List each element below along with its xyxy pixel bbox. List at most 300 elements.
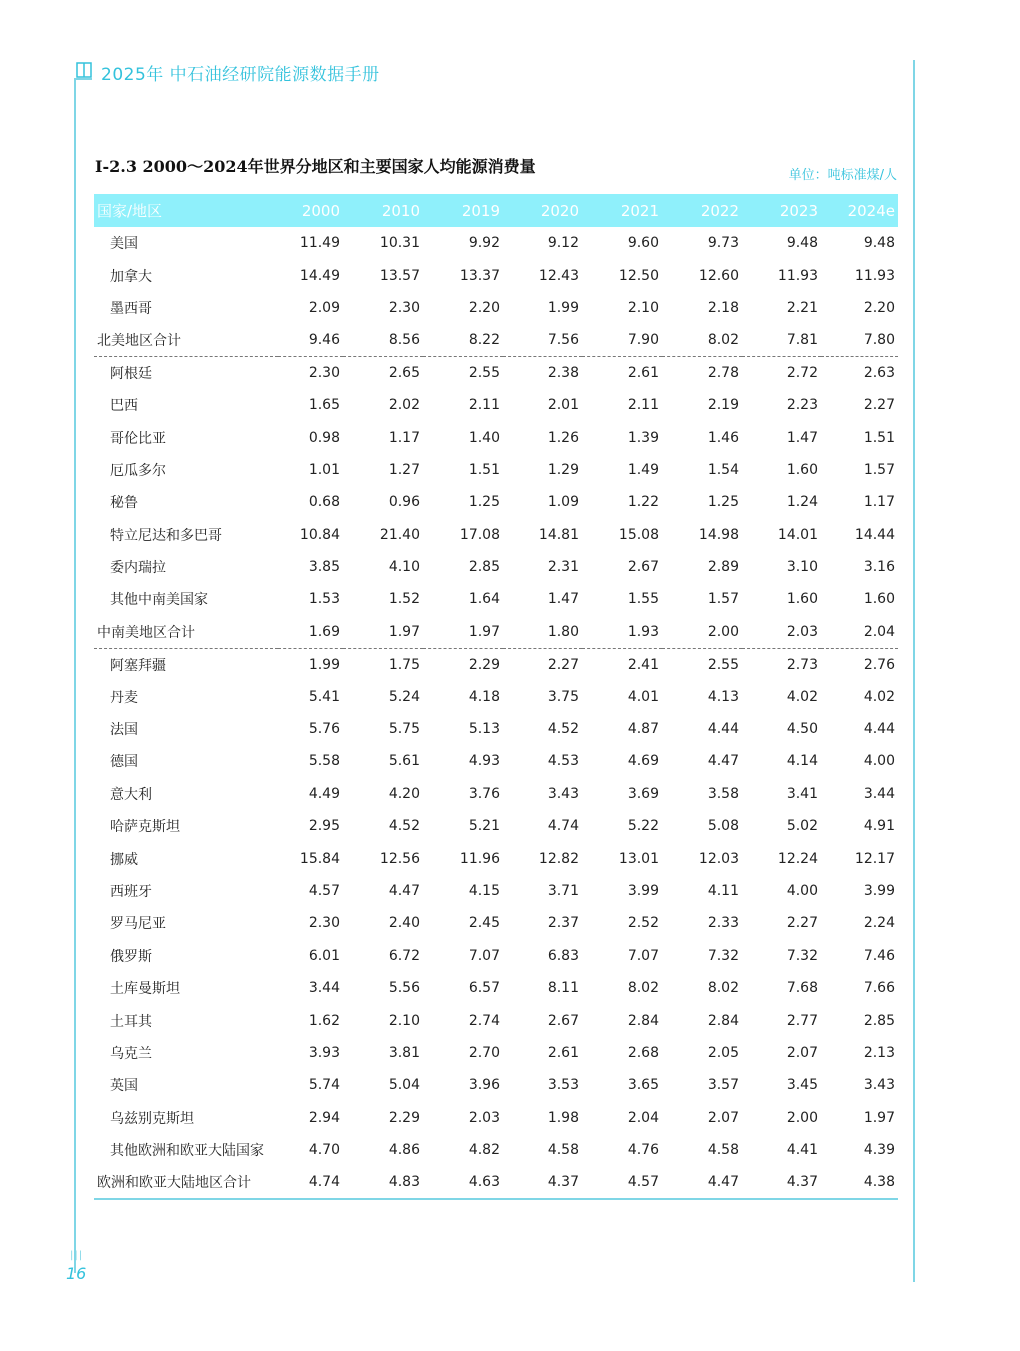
value-cell: 2.30 <box>308 915 340 932</box>
region-name: 挪威 <box>110 851 138 868</box>
column-header: 2019 <box>461 201 500 220</box>
value-cell: 5.74 <box>308 1077 340 1094</box>
value-cell: 2.37 <box>547 915 579 932</box>
value-cell: 13.37 <box>459 267 500 284</box>
value-cell: 14.44 <box>854 526 895 543</box>
value-cell: 4.57 <box>582 1166 662 1198</box>
column-header: 2024e <box>847 201 895 220</box>
region-name: 乌兹别克斯坦 <box>110 1110 194 1127</box>
value-cell: 2.31 <box>547 559 579 576</box>
value-cell: 1.27 <box>388 461 420 478</box>
value-cell: 4.53 <box>547 753 579 770</box>
value-cell: 3.45 <box>786 1077 818 1094</box>
value-cell: 5.61 <box>388 753 420 770</box>
value-cell: 1.29 <box>547 461 579 478</box>
value-cell: 12.56 <box>379 850 420 867</box>
value-cell: 2.29 <box>468 656 500 673</box>
value-cell: 2.68 <box>627 1044 659 1061</box>
value-cell: 1.93 <box>582 616 662 648</box>
value-cell: 5.24 <box>388 688 420 705</box>
value-cell: 1.80 <box>503 616 582 648</box>
left-frame-corner <box>74 78 92 80</box>
value-cell: 4.57 <box>308 883 340 899</box>
value-cell: 1.47 <box>786 429 818 446</box>
value-cell: 12.60 <box>698 267 739 284</box>
value-cell: 2.61 <box>547 1044 579 1061</box>
page-tick-marks: ||| <box>70 1250 84 1261</box>
value-cell: 5.21 <box>468 818 500 835</box>
value-cell: 2.85 <box>863 1012 895 1029</box>
value-cell: 3.75 <box>547 688 579 705</box>
value-cell: 2.67 <box>547 1012 579 1029</box>
table-row <box>94 810 898 842</box>
value-cell: 1.62 <box>308 1012 340 1029</box>
value-cell: 11.93 <box>854 267 895 284</box>
value-cell: 7.80 <box>821 324 898 356</box>
value-cell: 4.86 <box>388 1142 420 1159</box>
value-cell: 2.89 <box>707 559 739 576</box>
value-cell: 2.23 <box>786 397 818 414</box>
region-name: 厄瓜多尔 <box>110 462 166 479</box>
value-cell: 2.11 <box>468 397 500 414</box>
value-cell: 1.60 <box>863 591 895 608</box>
value-cell: 2.00 <box>662 616 742 648</box>
value-cell: 12.17 <box>854 850 895 867</box>
value-cell: 9.12 <box>547 235 579 252</box>
value-cell: 1.51 <box>863 429 895 446</box>
value-cell: 1.99 <box>547 299 579 316</box>
value-cell: 4.50 <box>786 721 818 738</box>
table-row <box>94 648 898 680</box>
value-cell: 4.47 <box>662 1166 742 1198</box>
value-cell: 7.46 <box>863 947 895 964</box>
value-cell: 1.25 <box>707 494 739 511</box>
region-name: 俄罗斯 <box>110 948 152 965</box>
value-cell: 4.18 <box>468 688 500 705</box>
value-cell: 1.09 <box>547 494 579 511</box>
table-row <box>94 357 898 389</box>
value-cell: 3.44 <box>863 785 895 802</box>
value-cell: 2.11 <box>627 397 659 414</box>
value-cell: 2.38 <box>547 365 579 381</box>
region-name: 巴西 <box>110 398 138 415</box>
value-cell: 0.96 <box>388 494 420 511</box>
table-row <box>94 1037 898 1069</box>
value-cell: 7.32 <box>707 947 739 964</box>
value-cell: 4.11 <box>707 883 739 899</box>
value-cell: 0.68 <box>308 494 340 511</box>
value-cell: 2.40 <box>388 915 420 932</box>
value-cell: 4.52 <box>547 721 579 738</box>
table-row <box>94 259 898 291</box>
value-cell: 3.99 <box>863 883 895 899</box>
value-cell: 4.74 <box>547 818 579 835</box>
value-cell: 1.60 <box>786 591 818 608</box>
region-name: 丹麦 <box>110 689 138 706</box>
region-name: 哥伦比亚 <box>110 430 166 447</box>
value-cell: 2.94 <box>308 1109 340 1126</box>
value-cell: 5.58 <box>308 753 340 770</box>
table-row <box>94 486 898 518</box>
value-cell: 2.76 <box>863 656 895 673</box>
value-cell: 2.95 <box>308 818 340 835</box>
value-cell: 4.02 <box>863 688 895 705</box>
value-cell: 5.56 <box>388 980 420 997</box>
value-cell: 3.16 <box>863 559 895 576</box>
book-logo-icon <box>76 62 92 78</box>
value-cell: 12.50 <box>618 267 659 284</box>
value-cell: 2.19 <box>707 397 739 414</box>
table-row <box>94 745 898 777</box>
value-cell: 2.00 <box>786 1109 818 1126</box>
value-cell: 8.11 <box>547 980 579 997</box>
column-header: 2010 <box>381 201 420 220</box>
value-cell: 2.30 <box>388 299 420 316</box>
value-cell: 1.75 <box>388 656 420 673</box>
region-name: 意大利 <box>110 786 152 803</box>
value-cell: 6.83 <box>547 947 579 964</box>
region-name: 其他中南美国家 <box>110 592 208 609</box>
value-cell: 4.02 <box>786 688 818 705</box>
value-cell: 3.10 <box>786 559 818 576</box>
table-row <box>94 583 898 615</box>
value-cell: 14.01 <box>777 526 818 543</box>
value-cell: 7.56 <box>503 324 582 356</box>
value-cell: 4.58 <box>547 1142 579 1159</box>
value-cell: 2.27 <box>863 397 895 414</box>
value-cell: 9.73 <box>707 235 739 252</box>
value-cell: 4.20 <box>388 785 420 802</box>
value-cell: 4.69 <box>627 753 659 770</box>
value-cell: 5.04 <box>388 1077 420 1094</box>
value-cell: 12.24 <box>777 850 818 867</box>
value-cell: 14.98 <box>698 526 739 543</box>
value-cell: 2.02 <box>388 397 420 414</box>
value-cell: 8.02 <box>627 980 659 997</box>
value-cell: 2.20 <box>468 299 500 316</box>
value-cell: 3.76 <box>468 785 500 802</box>
region-name: 阿塞拜疆 <box>110 657 166 674</box>
value-cell: 1.57 <box>707 591 739 608</box>
value-cell: 12.03 <box>698 850 739 867</box>
value-cell: 17.08 <box>459 526 500 543</box>
value-cell: 4.63 <box>423 1166 503 1198</box>
value-cell: 2.20 <box>863 299 895 316</box>
region-name: 墨西哥 <box>110 300 152 317</box>
value-cell: 2.04 <box>821 616 898 648</box>
table-row <box>94 680 898 712</box>
value-cell: 3.53 <box>547 1077 579 1094</box>
value-cell: 4.70 <box>308 1142 340 1159</box>
region-name: 美国 <box>110 236 138 253</box>
value-cell: 4.00 <box>786 883 818 899</box>
value-cell: 4.44 <box>707 721 739 738</box>
value-cell: 4.38 <box>821 1166 898 1198</box>
table-row <box>94 1102 898 1134</box>
value-cell: 2.18 <box>707 299 739 316</box>
page-number: 16 <box>66 1264 87 1283</box>
value-cell: 9.48 <box>786 235 818 252</box>
value-cell: 3.96 <box>468 1077 500 1094</box>
right-frame-line <box>913 60 915 1282</box>
value-cell: 3.43 <box>863 1077 895 1094</box>
value-cell: 3.43 <box>547 785 579 802</box>
value-cell: 4.82 <box>468 1142 500 1159</box>
value-cell: 12.43 <box>538 267 579 284</box>
region-name: 法国 <box>110 722 138 739</box>
value-cell: 1.49 <box>627 461 659 478</box>
value-cell: 2.55 <box>707 656 739 673</box>
column-header: 2023 <box>779 201 818 220</box>
region-name: 特立尼达和多巴哥 <box>110 527 222 544</box>
region-name: 英国 <box>110 1078 138 1095</box>
value-cell: 4.52 <box>388 818 420 835</box>
value-cell: 6.72 <box>388 947 420 964</box>
table-header-row <box>94 194 898 227</box>
value-cell: 5.02 <box>786 818 818 835</box>
value-cell: 5.08 <box>707 818 739 835</box>
value-cell: 7.07 <box>627 947 659 964</box>
value-cell: 2.77 <box>786 1012 818 1029</box>
table-row <box>94 1134 898 1166</box>
value-cell: 2.27 <box>547 656 579 673</box>
value-cell: 4.47 <box>388 883 420 899</box>
value-cell: 8.02 <box>707 980 739 997</box>
region-name: 委内瑞拉 <box>110 560 166 577</box>
value-cell: 2.65 <box>388 365 420 381</box>
value-cell: 7.81 <box>742 324 821 356</box>
value-cell: 1.55 <box>627 591 659 608</box>
value-cell: 4.74 <box>278 1166 343 1198</box>
value-cell: 11.96 <box>459 850 500 867</box>
value-cell: 8.22 <box>423 324 503 356</box>
value-cell: 4.83 <box>343 1166 423 1198</box>
value-cell: 2.09 <box>308 299 340 316</box>
value-cell: 5.41 <box>308 688 340 705</box>
value-cell: 2.10 <box>388 1012 420 1029</box>
value-cell: 4.15 <box>468 883 500 899</box>
value-cell: 9.48 <box>863 235 895 252</box>
value-cell: 2.61 <box>627 365 659 381</box>
value-cell: 4.76 <box>627 1142 659 1159</box>
table-title: I-2.3 2000～2024年世界分地区和主要国家人均能源消费量 <box>95 157 536 176</box>
value-cell: 2.63 <box>863 365 895 381</box>
value-cell: 5.75 <box>388 721 420 738</box>
value-cell: 2.10 <box>627 299 659 316</box>
value-cell: 1.26 <box>547 429 579 446</box>
value-cell: 2.07 <box>786 1044 818 1061</box>
value-cell: 6.57 <box>468 980 500 997</box>
value-cell: 3.93 <box>308 1044 340 1061</box>
value-cell: 1.57 <box>863 461 895 478</box>
value-cell: 15.08 <box>618 526 659 543</box>
value-cell: 1.17 <box>388 429 420 446</box>
value-cell: 7.68 <box>786 980 818 997</box>
energy-consumption-table <box>94 194 898 1200</box>
value-cell: 2.72 <box>786 365 818 381</box>
value-cell: 0.98 <box>308 429 340 446</box>
table-row <box>94 519 898 551</box>
column-header: 2022 <box>700 201 739 220</box>
value-cell: 4.13 <box>707 688 739 705</box>
value-cell: 2.30 <box>308 365 340 381</box>
value-cell: 7.32 <box>786 947 818 964</box>
value-cell: 3.99 <box>627 883 659 899</box>
value-cell: 7.90 <box>582 324 662 356</box>
value-cell: 2.01 <box>547 397 579 414</box>
table-row <box>94 842 898 874</box>
value-cell: 4.91 <box>863 818 895 835</box>
value-cell: 2.33 <box>707 915 739 932</box>
table-row <box>94 227 898 259</box>
value-cell: 2.52 <box>627 915 659 932</box>
value-cell: 5.76 <box>308 721 340 738</box>
value-cell: 2.45 <box>468 915 500 932</box>
region-name: 阿根廷 <box>110 366 152 382</box>
value-cell: 21.40 <box>379 526 420 543</box>
table-row <box>94 713 898 745</box>
value-cell: 8.56 <box>343 324 423 356</box>
value-cell: 2.24 <box>863 915 895 932</box>
value-cell: 2.03 <box>742 616 821 648</box>
value-cell: 2.55 <box>468 365 500 381</box>
value-cell: 14.81 <box>538 526 579 543</box>
value-cell: 2.13 <box>863 1044 895 1061</box>
value-cell: 1.69 <box>278 616 343 648</box>
table-row <box>94 389 898 421</box>
value-cell: 5.22 <box>627 818 659 835</box>
value-cell: 4.58 <box>707 1142 739 1159</box>
value-cell: 5.13 <box>468 721 500 738</box>
value-cell: 4.37 <box>742 1166 821 1198</box>
value-cell: 7.07 <box>468 947 500 964</box>
unit-label: 单位：吨标准煤/人 <box>788 168 897 183</box>
value-cell: 1.99 <box>308 656 340 673</box>
value-cell: 4.10 <box>388 559 420 576</box>
value-cell: 4.37 <box>503 1166 582 1198</box>
value-cell: 1.46 <box>707 429 739 446</box>
value-cell: 10.84 <box>299 526 340 543</box>
table-row <box>94 778 898 810</box>
value-cell: 4.44 <box>863 721 895 738</box>
table-body <box>94 227 898 1199</box>
value-cell: 4.41 <box>786 1142 818 1159</box>
table-row <box>94 940 898 972</box>
value-cell: 4.93 <box>468 753 500 770</box>
value-cell: 2.07 <box>707 1109 739 1126</box>
value-cell: 1.60 <box>786 461 818 478</box>
value-cell: 2.74 <box>468 1012 500 1029</box>
table-row <box>94 972 898 1004</box>
value-cell: 3.69 <box>627 785 659 802</box>
value-cell: 14.49 <box>299 267 340 284</box>
value-cell: 9.60 <box>627 235 659 252</box>
value-cell: 4.39 <box>863 1142 895 1159</box>
value-cell: 2.21 <box>786 299 818 316</box>
region-name: 乌克兰 <box>110 1045 152 1062</box>
value-cell: 2.41 <box>627 656 659 673</box>
table-row <box>94 421 898 453</box>
value-cell: 9.92 <box>468 235 500 252</box>
table-row <box>94 1069 898 1101</box>
value-cell: 1.98 <box>547 1109 579 1126</box>
column-header: 国家/地区 <box>97 202 163 220</box>
table-row <box>94 907 898 939</box>
value-cell: 1.17 <box>863 494 895 511</box>
value-cell: 1.24 <box>786 494 818 511</box>
value-cell: 11.49 <box>299 235 340 252</box>
value-cell: 1.01 <box>308 461 340 478</box>
value-cell: 2.85 <box>468 559 500 576</box>
value-cell: 4.14 <box>786 753 818 770</box>
value-cell: 3.65 <box>627 1077 659 1094</box>
value-cell: 2.27 <box>786 915 818 932</box>
value-cell: 11.93 <box>777 267 818 284</box>
value-cell: 2.03 <box>468 1109 500 1126</box>
value-cell: 3.44 <box>308 980 340 997</box>
region-name: 欧洲和欧亚大陆地区合计 <box>94 1166 278 1198</box>
value-cell: 1.47 <box>547 591 579 608</box>
value-cell: 13.01 <box>618 850 659 867</box>
value-cell: 7.66 <box>863 980 895 997</box>
value-cell: 2.70 <box>468 1044 500 1061</box>
region-name: 哈萨克斯坦 <box>110 819 180 836</box>
value-cell: 3.85 <box>308 559 340 576</box>
region-name: 北美地区合计 <box>94 324 278 356</box>
value-cell: 4.49 <box>308 785 340 802</box>
region-name: 其他欧洲和欧亚大陆国家 <box>110 1143 264 1160</box>
table-row <box>94 551 898 583</box>
column-header: 2000 <box>301 201 340 220</box>
value-cell: 1.97 <box>863 1109 895 1126</box>
value-cell: 6.01 <box>308 947 340 964</box>
left-frame-line <box>74 78 76 1273</box>
value-cell: 15.84 <box>299 850 340 867</box>
value-cell: 4.00 <box>863 753 895 770</box>
region-name: 西班牙 <box>110 884 152 900</box>
value-cell: 10.31 <box>379 235 420 252</box>
value-cell: 4.47 <box>707 753 739 770</box>
value-cell: 1.65 <box>308 397 340 414</box>
value-cell: 9.46 <box>278 324 343 356</box>
value-cell: 2.67 <box>627 559 659 576</box>
value-cell: 2.73 <box>786 656 818 673</box>
value-cell: 4.87 <box>627 721 659 738</box>
value-cell: 3.71 <box>547 883 579 899</box>
region-name: 加拿大 <box>110 268 152 285</box>
value-cell: 2.84 <box>707 1012 739 1029</box>
value-cell: 1.22 <box>627 494 659 511</box>
region-name: 罗马尼亚 <box>110 916 166 933</box>
value-cell: 1.64 <box>468 591 500 608</box>
region-name: 秘鲁 <box>110 495 138 512</box>
table-total-row <box>94 324 898 356</box>
value-cell: 13.57 <box>379 267 420 284</box>
handbook-title: 2025年 中石油经研院能源数据手册 <box>101 65 380 85</box>
value-cell: 1.53 <box>308 591 340 608</box>
value-cell: 2.78 <box>707 365 739 381</box>
table-total-row <box>94 616 898 648</box>
table-row <box>94 875 898 907</box>
table-row <box>94 292 898 324</box>
value-cell: 2.04 <box>627 1109 659 1126</box>
value-cell: 2.05 <box>707 1044 739 1061</box>
value-cell: 4.01 <box>627 688 659 705</box>
table-total-row <box>94 1166 898 1198</box>
value-cell: 1.97 <box>343 616 423 648</box>
region-name: 德国 <box>110 754 138 771</box>
value-cell: 1.40 <box>468 429 500 446</box>
